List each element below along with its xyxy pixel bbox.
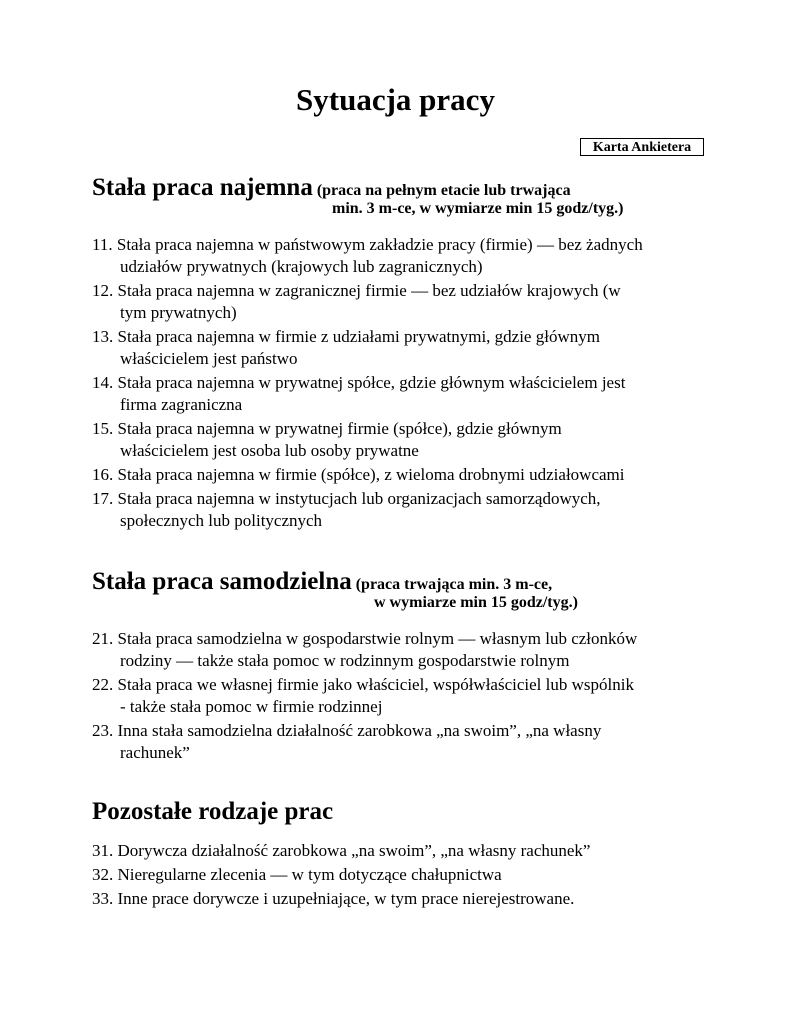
list-item: 31. Dorywcza działalność zarobkowa „na swoim”, „na własny rachunek” xyxy=(92,841,591,860)
page-title: Sytuacja pracy xyxy=(296,82,495,117)
section-heading: Stała praca najemna xyxy=(92,174,313,201)
section-other-work xyxy=(92,798,732,912)
section-note-line2: w wymiarze min 15 godz/tyg.) xyxy=(374,594,578,611)
list-item: 14. Stała praca najemna w prywatnej spółce, gdzie głównym właścicielem jest firma zagraniczna xyxy=(92,373,626,414)
list-item: 16. Stała praca najemna w firmie (spółce), z wieloma drobnymi udziałowcami xyxy=(92,465,625,484)
section-heading: Pozostałe rodzaje prac xyxy=(92,798,334,825)
list-item: 23. Inna stała samodzielna działalność zarobkowa „na swoim”, „na własny rachunek” xyxy=(92,721,602,762)
section-list xyxy=(92,628,732,764)
section-heading: Stała praca samodzielna xyxy=(92,568,352,595)
list-item: 12. Stała praca najemna w zagranicznej firmie — bez udziałów krajowych (w tym prywatnych) xyxy=(92,281,621,322)
section-list xyxy=(92,234,732,532)
section-note-line2: min. 3 m-ce, w wymiarze min 15 godz/tyg.) xyxy=(332,200,624,217)
list-item: 13. Stała praca najemna w firmie z udziałami prywatnymi, gdzie głównym właścicielem jest państwo xyxy=(92,327,600,368)
section-permanent-employment xyxy=(92,174,732,534)
section-list xyxy=(92,840,732,910)
list-item: 22. Stała praca we własnej firmie jako właściciel, współwłaściciel lub wspólnik - także stała pomoc w firmie rodzinnej xyxy=(92,675,634,716)
list-item: 21. Stała praca samodzielna w gospodarstwie rolnym — własnym lub członków rodziny — także stała pomoc w rodzinnym gospodarstwie rolnym xyxy=(92,629,638,670)
list-item: 11. Stała praca najemna w państwowym zakładzie pracy (firmie) — bez żadnych udziałów prywatnych (krajowych lub zagranicznych) xyxy=(92,235,643,276)
list-item: 32. Nieregularne zlecenia — w tym dotyczące chałupnictwa xyxy=(92,865,502,884)
list-item: 33. Inne prace dorywcze i uzupełniające, w tym prace nierejestrowane. xyxy=(92,889,575,908)
interviewer-card-badge: Karta Ankietera xyxy=(580,138,704,156)
section-note: (praca na pełnym etacie lub trwająca xyxy=(316,182,571,199)
section-note: (praca trwająca min. 3 m-ce, xyxy=(355,576,553,593)
list-item: 17. Stała praca najemna w instytucjach lub organizacjach samorządowych, społecznych lub politycznych xyxy=(92,489,601,530)
list-item: 15. Stała praca najemna w prywatnej firmie (spółce), gdzie głównym właścicielem jest osoba lub osoby prywatne xyxy=(92,419,562,460)
section-self-employment xyxy=(92,568,732,766)
